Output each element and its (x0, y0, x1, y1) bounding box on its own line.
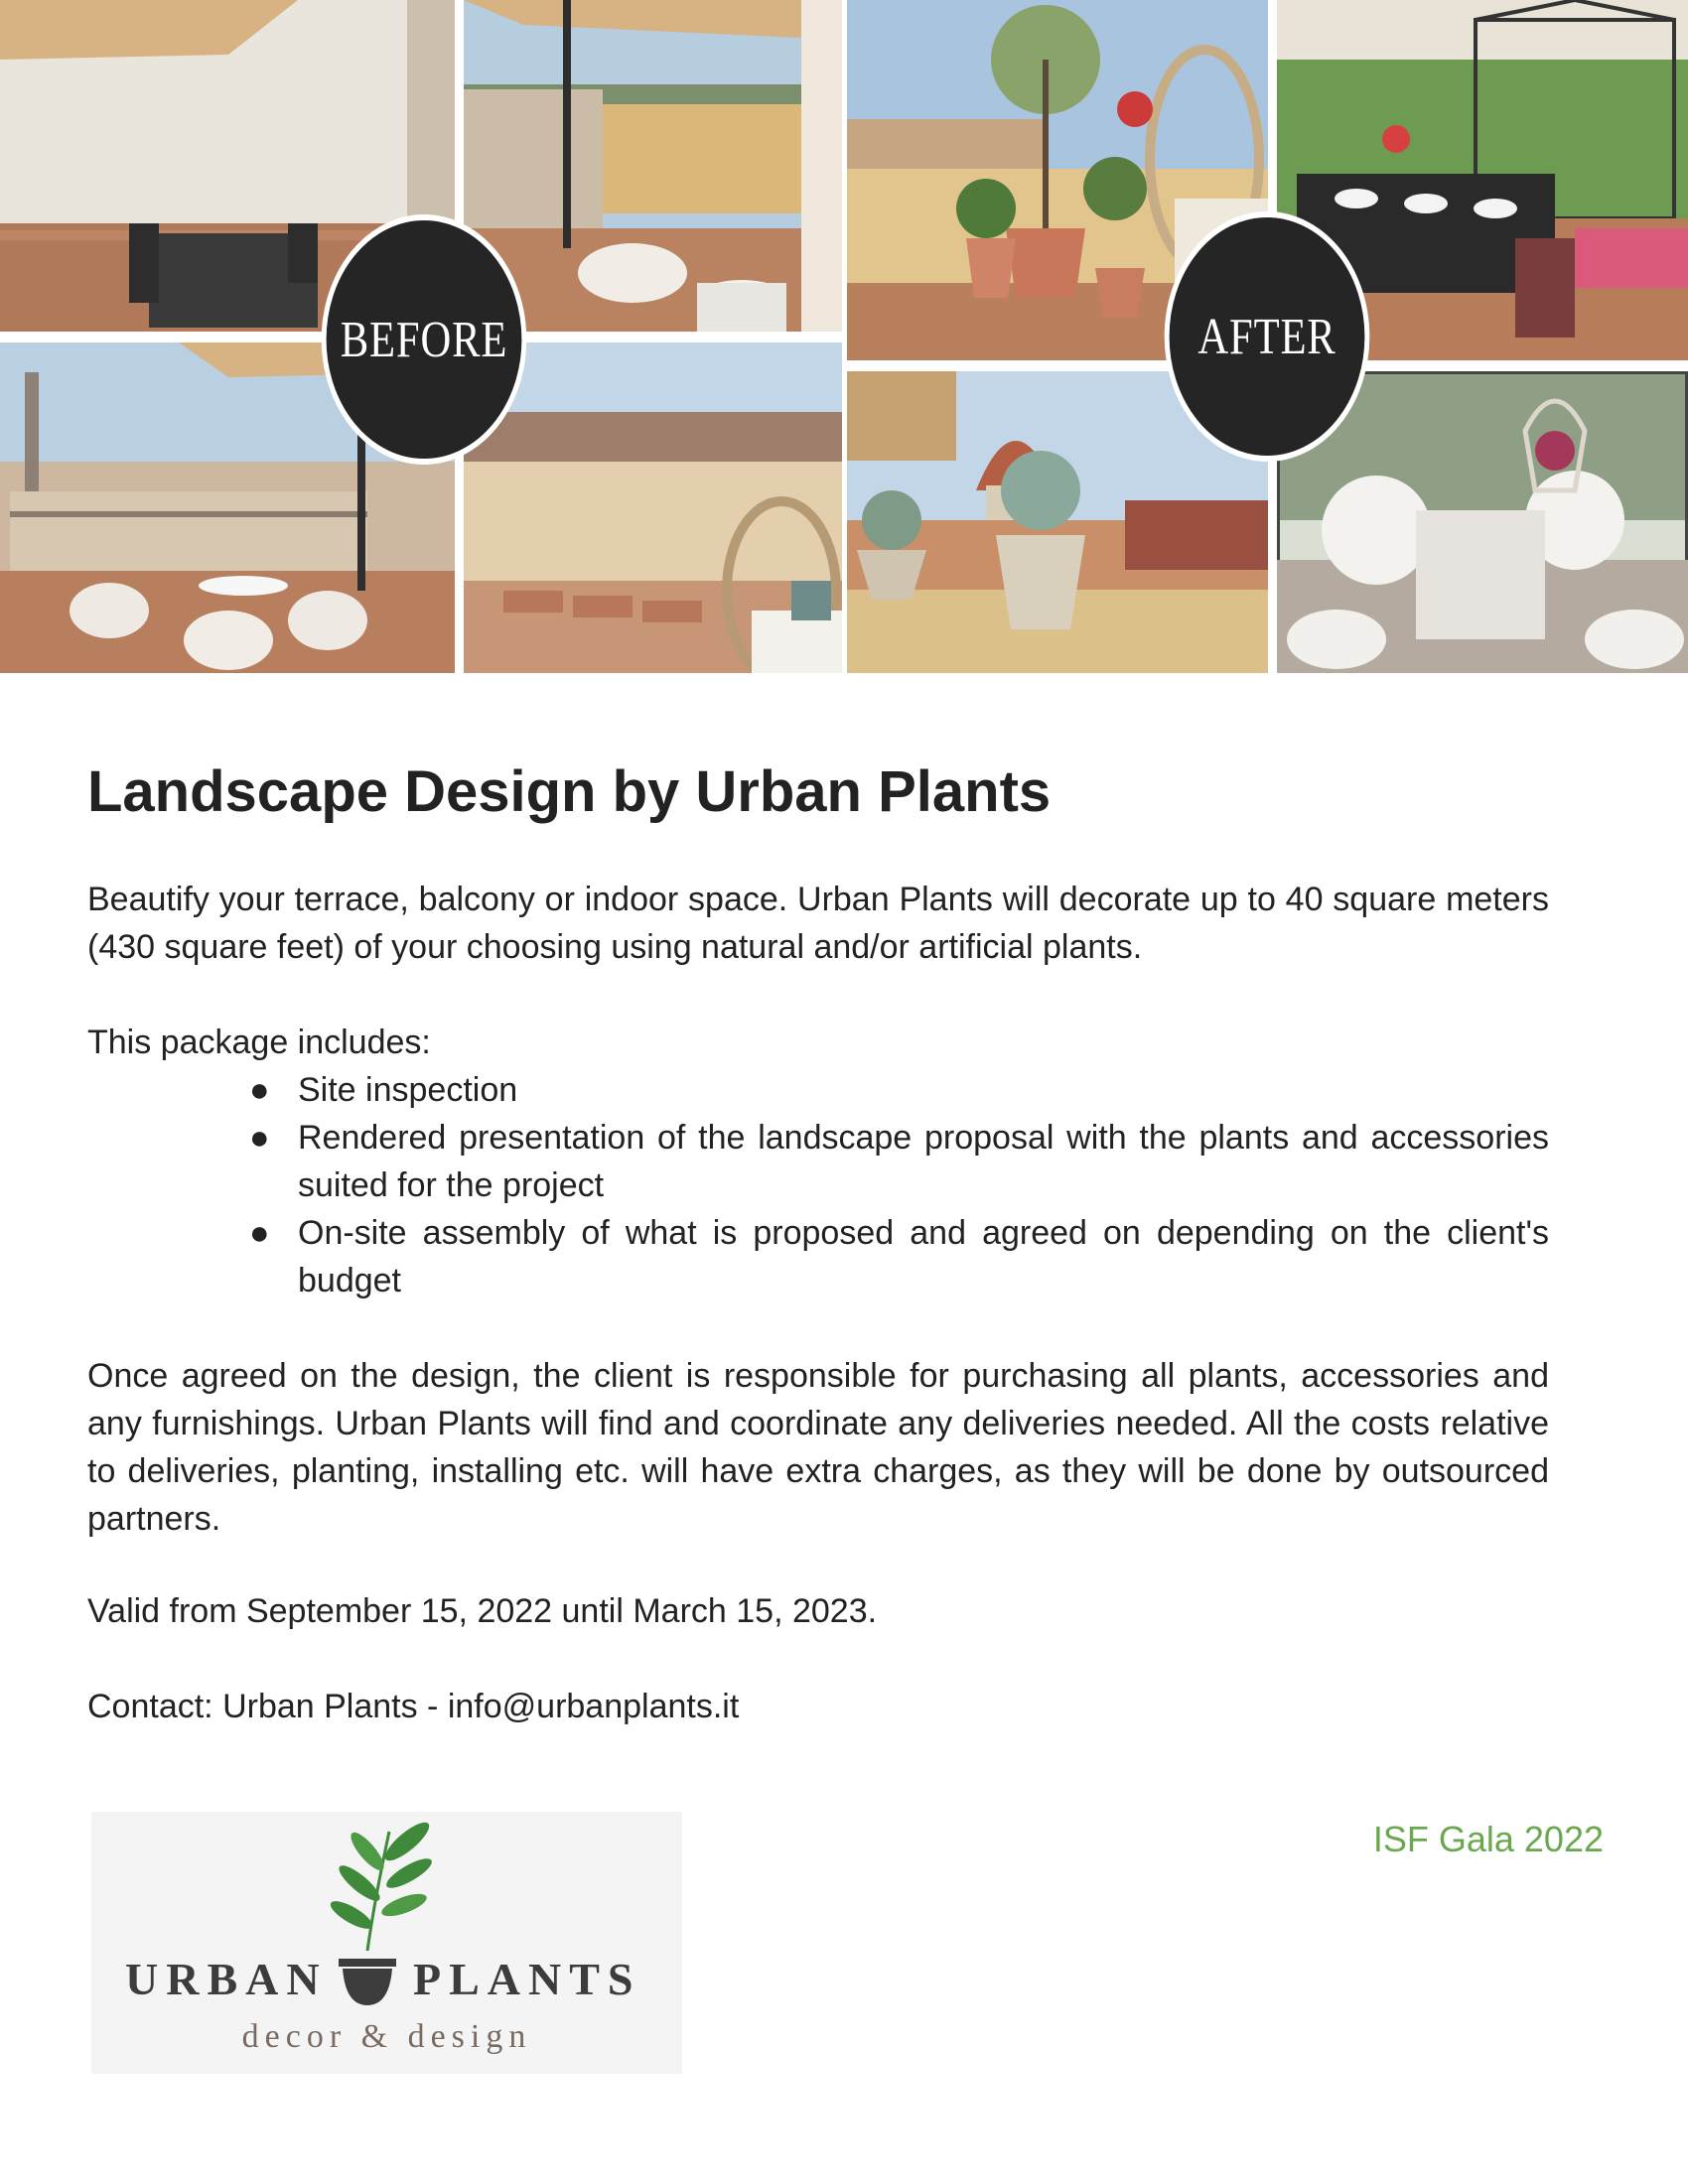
urban-plants-logo (91, 1812, 682, 2074)
before-badge: BEFORE (322, 214, 527, 465)
bullet-icon: ● (249, 1071, 270, 1109)
list-item-text: Site inspection (298, 1071, 518, 1109)
page-title: Landscape Design by Urban Plants (87, 759, 1052, 824)
list-item (87, 1114, 1549, 1209)
intro-paragraph: Beautify your terrace, balcony or indoor space. Urban Plants will decorate up to 40 square meters (430 square feet) of your choosing using natural and/or artificial plants. (87, 881, 1549, 966)
list-item-text: Rendered presentation of the landscape proposal with the plants and accessories suited for the project (298, 1119, 1549, 1204)
logo-word-urban: URBAN (125, 1954, 328, 2004)
contact-text: Contact: Urban Plants - info@urbanplants.it (87, 1688, 740, 1725)
logo-tagline: decor & design (241, 2018, 532, 2055)
bullet-icon: ● (249, 1119, 270, 1157)
logo-word-plants: PLANTS (413, 1954, 641, 2004)
package-list (87, 1066, 1549, 1304)
after-badge: AFTER (1165, 211, 1370, 462)
list-item (87, 1066, 1549, 1114)
list-item (87, 1209, 1549, 1304)
before-photo-top-right (464, 0, 842, 332)
event-label: ISF Gala 2022 (1372, 1819, 1604, 1859)
validity-text: Valid from September 15, 2022 until March 15, 2023. (87, 1592, 878, 1630)
before-photo-bottom-right (464, 342, 842, 673)
bullet-icon: ● (249, 1214, 270, 1252)
list-item-text: On-site assembly of what is proposed and agreed on depending on the client's budget (298, 1214, 1549, 1299)
terms-paragraph: Once agreed on the design, the client is responsible for purchasing all plants, accessories and any furnishings. Urban Plants will find and coordinate any deliveries needed. All the costs relative to deliveries, planting, installing etc. will have extra charges, as they will be done by outsourced partners. (87, 1357, 1549, 1538)
includes-heading: This package includes: (87, 1024, 431, 1061)
